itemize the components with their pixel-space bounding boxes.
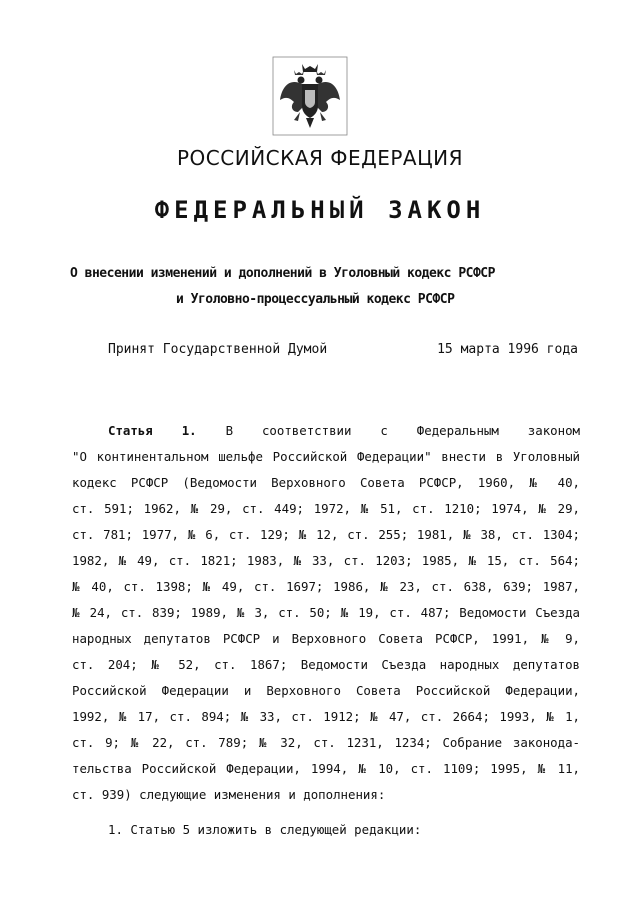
law-subject-line-1: О внесении изменений и дополнений в Уголовный кодекс РСФСР bbox=[70, 266, 495, 281]
article-label: Статья 1. bbox=[108, 423, 197, 438]
adoption-line bbox=[108, 342, 578, 357]
article-line: ст. 781; 1977, № 6, ст. 129; № 12, ст. 255; 1981, № 38, ст. 1304; bbox=[72, 527, 580, 542]
document-type-title: ФЕДЕРАЛЬНЫЙ ЗАКОН bbox=[154, 196, 486, 224]
law-subject-line-2: и Уголовно-процессуальный кодекс РСФСР bbox=[176, 292, 455, 307]
article-line: тельства Российской Федерации, 1994, № 10, ст. 1109; 1995, № 11, bbox=[72, 761, 580, 776]
article-line: Статья 1. В соответствии с Федеральным законом bbox=[108, 423, 581, 438]
adopted-by: Принят Государственной Думой bbox=[108, 342, 328, 357]
article-line: ст. 9; № 22, ст. 789; № 32, ст. 1231, 1234; Собрание законода- bbox=[72, 735, 580, 750]
article-line: ст. 591; 1962, № 29, ст. 449; 1972, № 51, ст. 1210; 1974, № 29, bbox=[72, 501, 580, 516]
article-line: ст. 939) следующие изменения и дополнения: bbox=[72, 787, 386, 802]
article-line: 1992, № 17, ст. 894; № 33, ст. 1912; № 47, ст. 2664; 1993, № 1, bbox=[72, 709, 580, 724]
article-line: № 40, ст. 1398; № 49, ст. 1697; 1986, № 23, ст. 638, 639; 1987, bbox=[72, 579, 580, 594]
article-line: Российской Федерации и Верховного Совета Российской Федерации, bbox=[72, 683, 580, 698]
article-line: № 24, ст. 839; 1989, № 3, ст. 50; № 19, ст. 487; Ведомости Съезда bbox=[72, 605, 580, 620]
item-1-text: 1. Статью 5 изложить в следующей редакции: bbox=[108, 822, 422, 837]
article-line: кодекс РСФСР (Ведомости Верховного Совета РСФСР, 1960, № 40, bbox=[72, 475, 580, 490]
adoption-date: 15 марта 1996 года bbox=[437, 342, 578, 357]
state-emblem-icon bbox=[272, 56, 348, 136]
article-line: народных депутатов РСФСР и Верховного Совета РСФСР, 1991, № 9, bbox=[72, 631, 580, 646]
article-line: 1982, № 49, ст. 1821; 1983, № 33, ст. 1203; 1985, № 15, ст. 564; bbox=[72, 553, 580, 568]
article-line: "О континентальном шельфе Российской Федерации" внести в Уголовный bbox=[72, 449, 580, 464]
article-line: ст. 204; № 52, ст. 1867; Ведомости Съезда народных депутатов bbox=[72, 657, 580, 672]
article-1-text bbox=[72, 418, 580, 808]
country-name: РОССИЙСКАЯ ФЕДЕРАЦИЯ bbox=[177, 146, 463, 170]
